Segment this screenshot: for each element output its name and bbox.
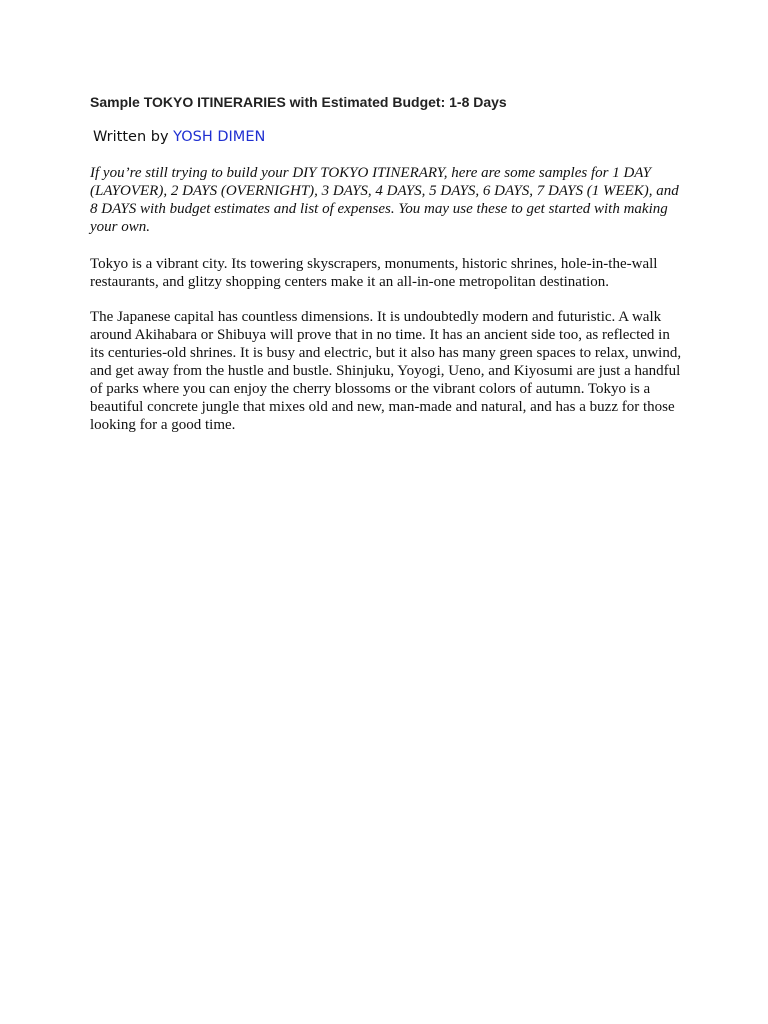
page-title: Sample TOKYO ITINERARIES with Estimated Budget: 1-8 Days: [90, 94, 507, 110]
intro-paragraph: If you’re still trying to build your DIY TOKYO ITINERARY, here are some samples for 1 DAY (LAYOVER), 2 DAYS (OVERNIGHT), 3 DAYS, 4 DAYS, 5 DAYS, 6 DAYS, 7 DAYS (1 WEEK), and 8 DAYS with budget estimates and list of expenses. You may use these to get started with making your own.: [90, 165, 679, 235]
body-paragraph-2: The Japanese capital has countless dimensions. It is undoubtedly modern and futuristic. A walk around Akihabara or Shibuya will prove that in no time. It has an ancient side too, as reflected in its centuries-old shrines. It is busy and electric, but it also has many green spaces to relax, unwind, and get away from the hustle and bustle. Shinjuku, Yoyogi, Ueno, and Kiyosumi are just a handful of parks where you can enjoy the cherry blossoms or the vibrant colors of autumn. Tokyo is a beautiful concrete jungle that mixes old and new, man-made and natural, and has a buzz for those looking for a good time.: [90, 309, 682, 433]
body-paragraph-1: Tokyo is a vibrant city. Its towering skyscrapers, monuments, historic shrines, hole-in-the-wall restaurants, and glitzy shopping centers make it an all-in-one metropolitan destination.: [90, 256, 658, 290]
byline-prefix: Written by: [93, 129, 174, 145]
byline: [93, 128, 265, 146]
author-link[interactable]: YOSH DIMEN: [173, 129, 266, 145]
